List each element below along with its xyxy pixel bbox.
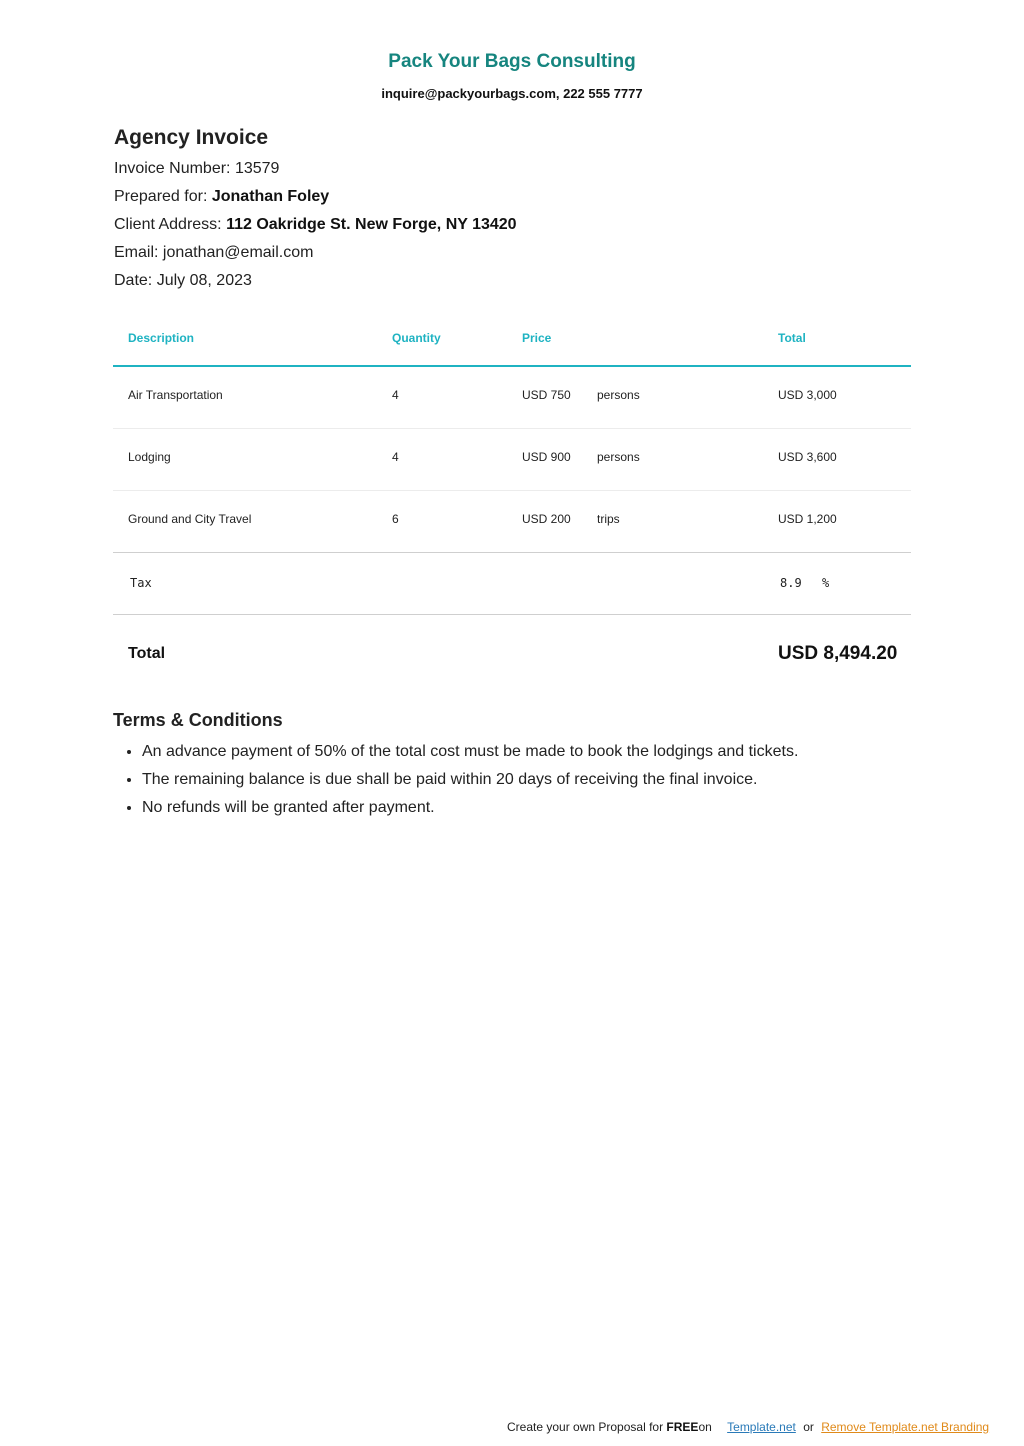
row-quantity: 6 xyxy=(392,512,399,526)
footer-on: on xyxy=(698,1420,712,1434)
row-total: USD 3,000 xyxy=(778,388,837,402)
terms-title: Terms & Conditions xyxy=(113,710,283,730)
row-description: Air Transportation xyxy=(128,388,223,402)
date-label: Date: xyxy=(114,272,153,289)
table-header-row xyxy=(113,305,911,367)
table-row xyxy=(113,491,911,553)
terms-item: • No refunds will be granted after payment. xyxy=(142,796,942,824)
tax-percent-sign: % xyxy=(822,576,830,590)
branding-footer xyxy=(507,1420,989,1434)
invoice-number-value: 13579 xyxy=(234,160,280,177)
invoice-table xyxy=(113,305,911,695)
company-name: Pack Your Bags Consulting xyxy=(388,51,636,72)
footer-or: or xyxy=(803,1420,814,1434)
date-line xyxy=(114,272,252,290)
date-value: July 08, 2023 xyxy=(156,272,252,289)
email-value: jonathan@email.com xyxy=(162,244,314,261)
column-header-quantity: Quantity xyxy=(392,331,441,345)
row-unit: persons xyxy=(597,388,640,402)
table-row xyxy=(113,367,911,429)
tax-row xyxy=(113,553,911,615)
row-price: USD 750 xyxy=(522,388,571,402)
row-price: USD 200 xyxy=(522,512,571,526)
tax-label: Tax xyxy=(130,576,152,590)
column-header-description: Description xyxy=(128,331,195,345)
tax-value: 8.9 xyxy=(780,576,802,590)
row-quantity: 4 xyxy=(392,450,399,464)
prepared-for-value: Jonathan Foley xyxy=(211,188,330,205)
client-address-value: 112 Oakridge St. New Forge, NY 13420 xyxy=(226,216,517,233)
row-price: USD 900 xyxy=(522,450,571,464)
row-description: Lodging xyxy=(128,450,171,464)
row-unit: trips xyxy=(597,512,620,526)
template-net-link[interactable]: Template.net xyxy=(727,1420,796,1434)
row-total: USD 1,200 xyxy=(778,512,837,526)
column-header-price: Price xyxy=(522,331,552,345)
invoice-number-line xyxy=(114,160,279,178)
email-line xyxy=(114,244,313,262)
client-address-line xyxy=(114,216,517,234)
invoice-number-label: Invoice Number: xyxy=(114,160,231,177)
terms-list xyxy=(113,740,942,824)
company-contact: inquire@packyourbags.com, 222 555 7777 xyxy=(381,86,643,101)
remove-branding-link[interactable]: Remove Template.net Branding xyxy=(821,1420,990,1434)
grand-total-row xyxy=(113,615,911,695)
terms-item: • An advance payment of 50% of the total cost must be made to book the lodgings and tickets. xyxy=(142,740,942,768)
row-unit: persons xyxy=(597,450,640,464)
grand-total-value: USD 8,494.20 xyxy=(778,643,898,664)
footer-free: FREE xyxy=(666,1420,699,1434)
row-description: Ground and City Travel xyxy=(128,512,252,526)
email-label: Email: xyxy=(114,244,159,261)
row-quantity: 4 xyxy=(392,388,399,402)
footer-prefix: Create your own Proposal for xyxy=(507,1420,667,1434)
client-address-label: Client Address: xyxy=(114,216,222,233)
grand-total-label: Total xyxy=(128,645,166,662)
terms-item: • The remaining balance is due shall be paid within 20 days of receiving the final invoice. xyxy=(142,768,942,796)
column-header-total: Total xyxy=(778,331,806,345)
row-total: USD 3,600 xyxy=(778,450,837,464)
prepared-for-label: Prepared for: xyxy=(114,188,208,205)
invoice-title: Agency Invoice xyxy=(114,126,269,149)
table-row xyxy=(113,429,911,491)
prepared-for-line xyxy=(114,188,329,206)
